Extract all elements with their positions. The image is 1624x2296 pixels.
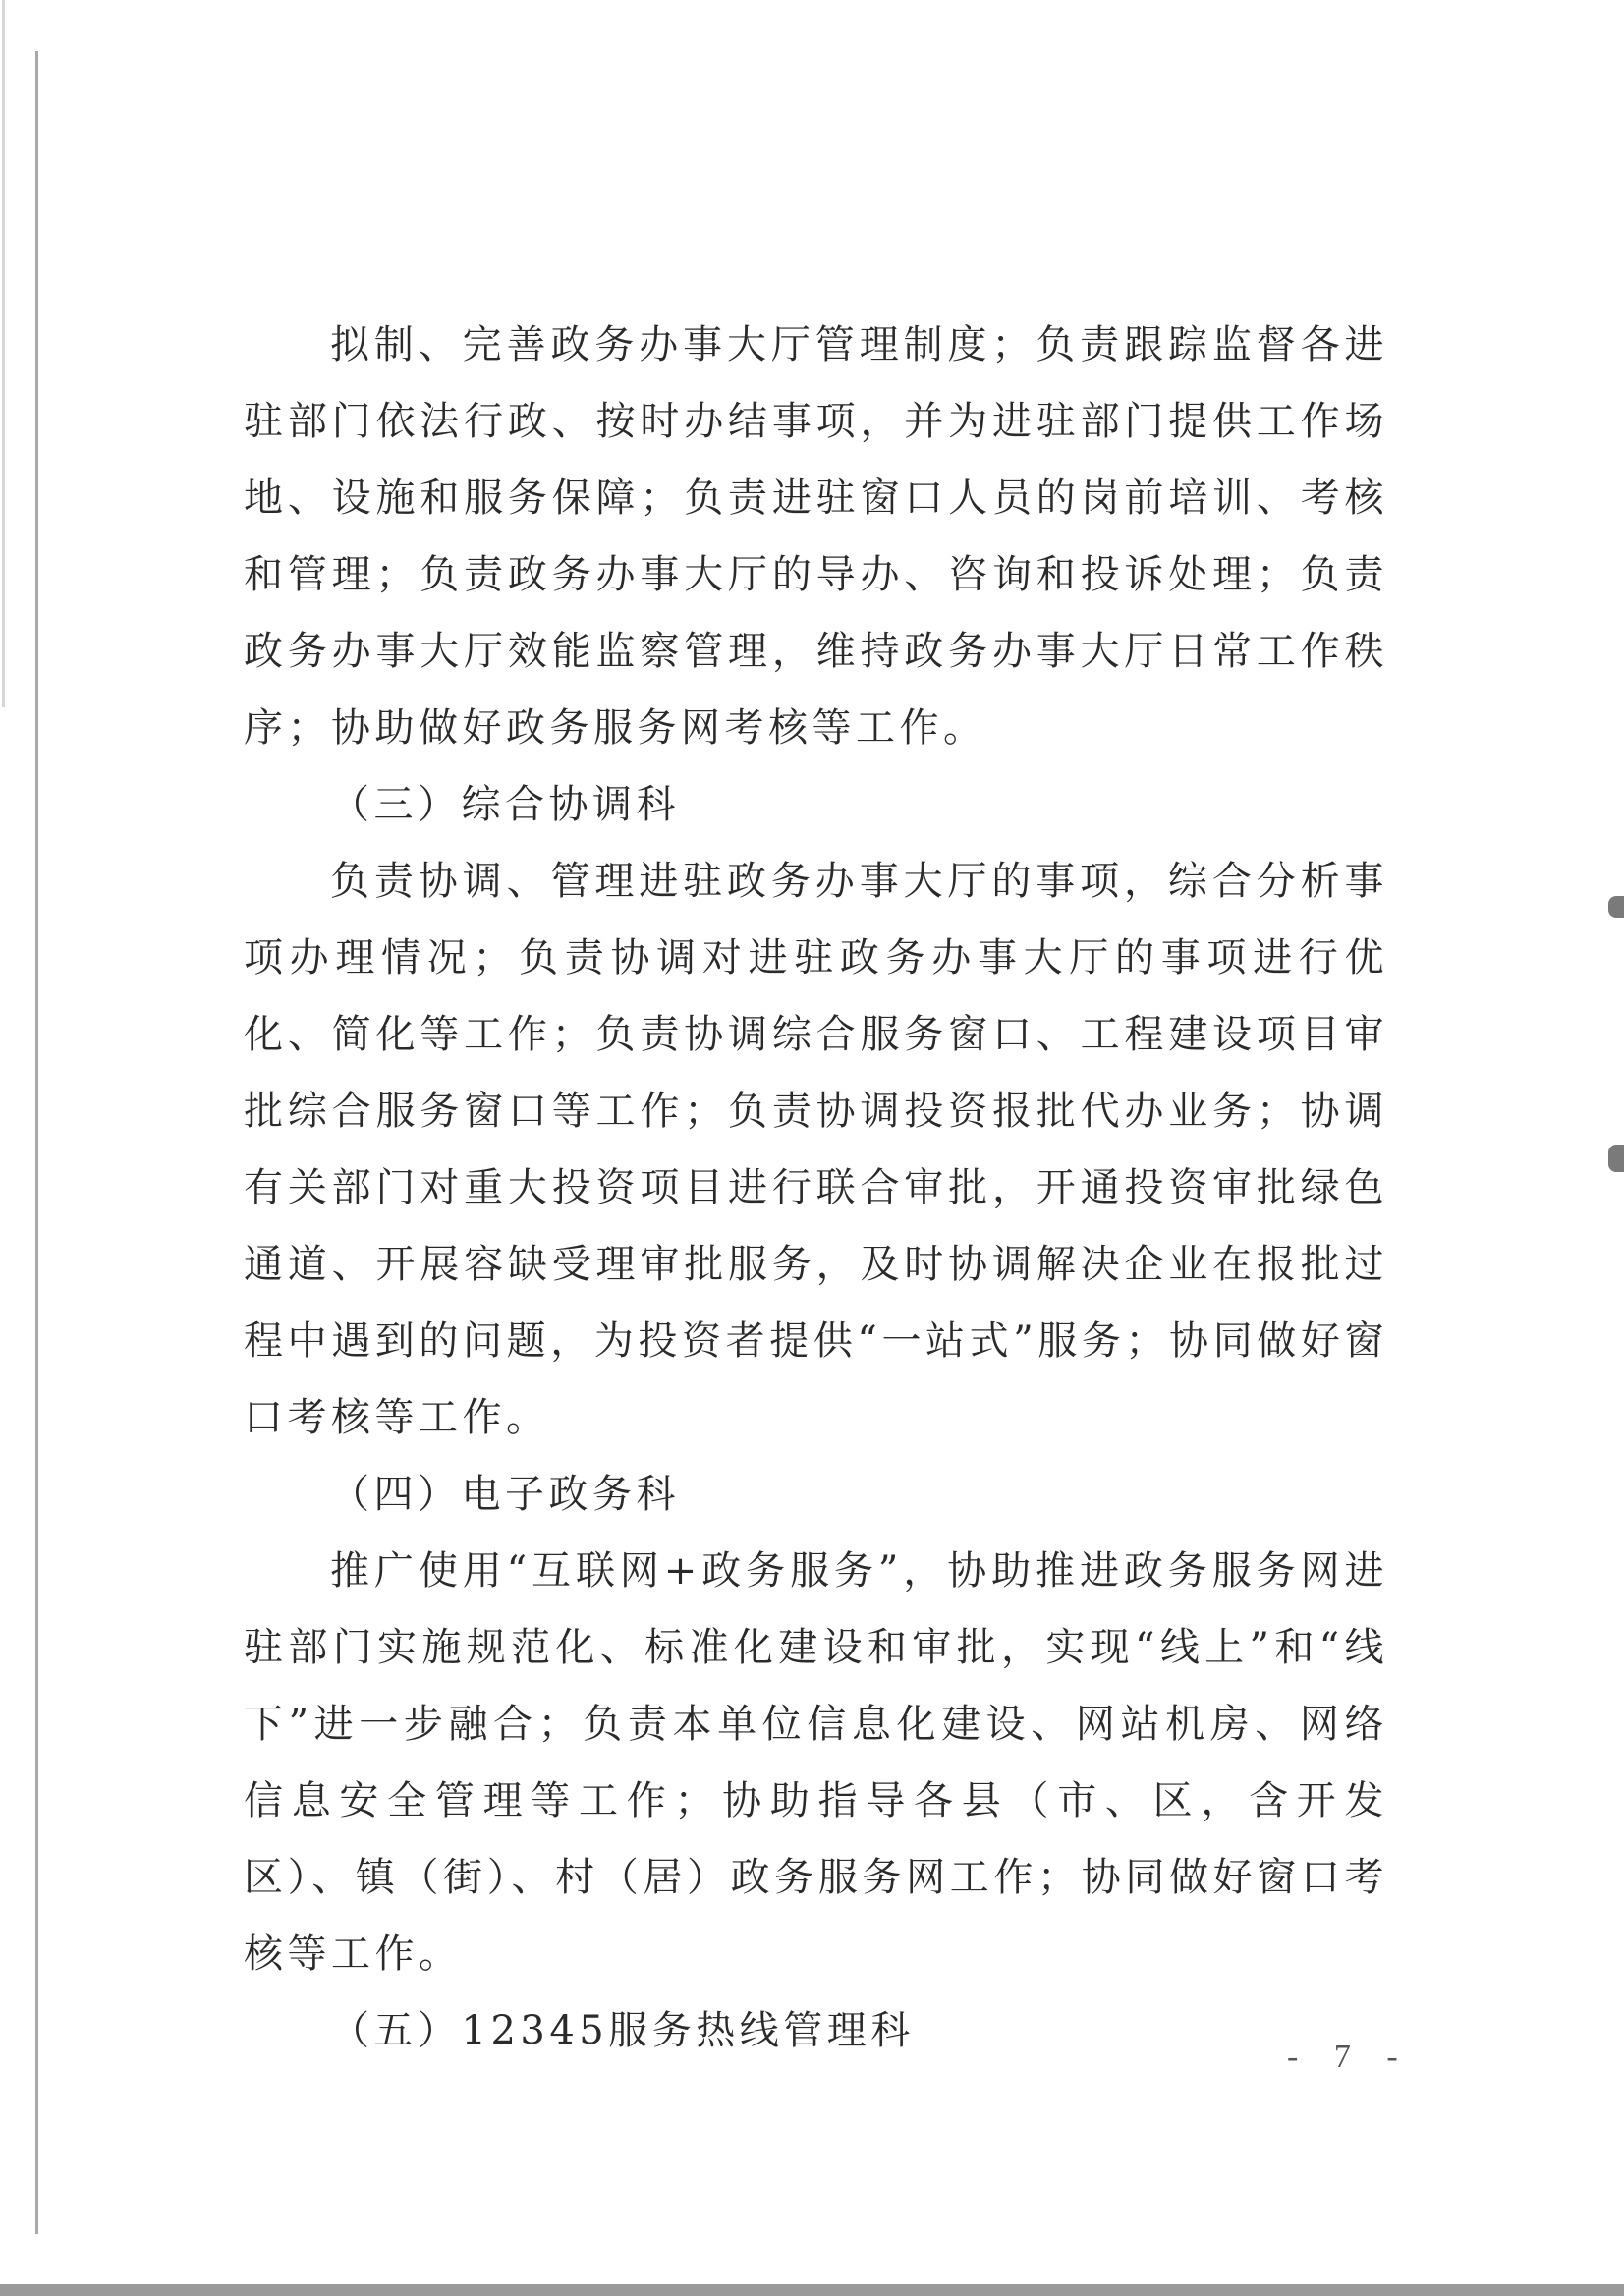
scan-binding-line	[35, 51, 38, 2234]
seal-stamp-fragment-icon	[1608, 1145, 1624, 1172]
paragraph-comprehensive-coordination: 负责协调、管理进驻政务办事大厅的事项，综合分析事项办理情况；负责协调对进驻政务办事大厅的事项进行优化、简化等工作；负责协调综合服务窗口、工程建设项目审批综合服务窗口等工作；负责协调投资报批代办业务；协调有关部门对重大投资项目进行联合审批，开通投资审批绿色通道、开展容缺受理审批服务，及时协调解决企业在报批过程中遇到的问题，为投资者提供“一站式”服务；协同做好窗口考核等工作。	[244, 859, 1388, 1440]
scan-edge-bottom	[0, 2284, 1624, 2296]
section-heading-comprehensive-coordination: （三）综合协调科	[330, 782, 680, 827]
paragraph-hall-management: 拟制、完善政务办事大厅管理制度；负责跟踪监督各进驻部门依法行政、按时办结事项，并为进驻部门提供工作场地、设施和服务保障；负责进驻窗口人员的岗前培训、考核和管理；负责政务办事大厅的导办、咨询和投诉处理；负责政务办事大厅效能监察管理，维持政务办事大厅日常工作秩序；协助做好政务服务网考核等工作。	[244, 322, 1388, 751]
paragraph-e-government: 推广使用“互联网+政务服务”，协助推进政务服务网进驻部门实施规范化、标准化建设和审批，实现“线上”和“线下”进一步融合；负责本单位信息化建设、网站机房、网络信息安全管理等工作；协助指导各县（市、区，含开发区）、镇（街）、村（居）政务服务网工作；协同做好窗口考核等工作。	[244, 1548, 1388, 1977]
scan-edge-outer	[2, 0, 5, 707]
document-page	[244, 307, 1388, 2069]
section-heading-12345-hotline: （五）12345服务热线管理科	[330, 2008, 915, 2053]
page-number: - 7 -	[1287, 2039, 1412, 2075]
section-heading-e-government: （四）电子政务科	[330, 1472, 680, 1517]
seal-stamp-fragment-icon	[1608, 896, 1624, 918]
